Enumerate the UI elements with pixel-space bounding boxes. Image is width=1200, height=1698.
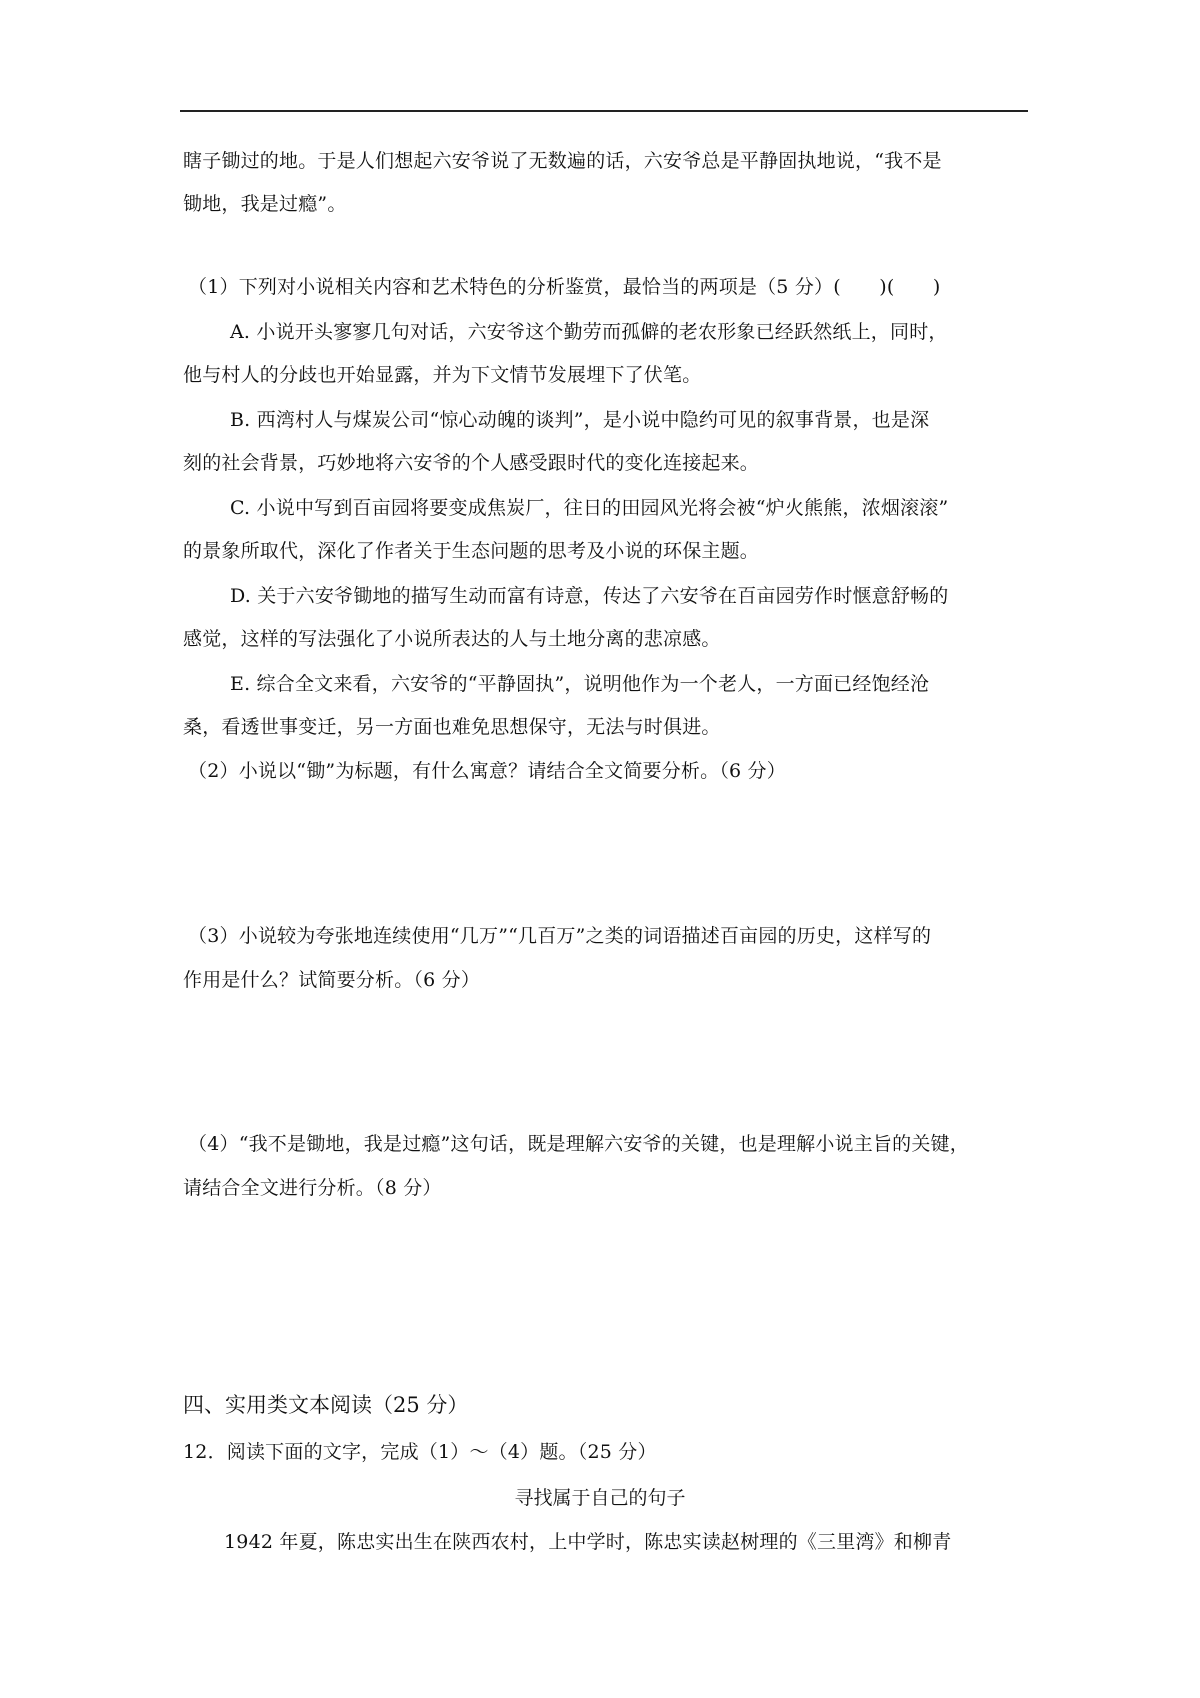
section-4-heading: 四、实用类文本阅读（25 分）	[183, 1393, 469, 1417]
passage-line-1: 瞎子锄过的地。于是人们想起六安爷说了无数遍的话，六安爷总是平静固执地说，“我不是	[183, 150, 942, 172]
question-3-line-2: 作用是什么？试简要分析。（6 分）	[183, 969, 481, 991]
question-4-line-1: （4）“我不是锄地，我是过瘾”这句话，既是理解六安爷的关键，也是理解小说主旨的关键，	[188, 1133, 969, 1155]
question-4-line-2: 请结合全文进行分析。（8 分）	[183, 1177, 442, 1199]
option-c-line-1: C. 小说中写到百亩园将要变成焦炭厂，往日的田园风光将会被“炉火熊熊，浓烟滚滚”	[230, 497, 949, 519]
option-d-line-1: D. 关于六安爷锄地的描写生动而富有诗意，传达了六安爷在百亩园劳作时惬意舒畅的	[230, 585, 949, 607]
article-first-line: 1942 年夏，陈忠实出生在陕西农村，上中学时，陈忠实读赵树理的《三里湾》和柳青	[224, 1531, 952, 1553]
question-3-line-1: （3）小说较为夸张地连续使用“几万”“几百万”之类的词语描述百亩园的历史，这样写的	[188, 925, 932, 947]
option-e-line-2: 桑，看透世事变迁，另一方面也难免思想保守，无法与时俱进。	[183, 716, 721, 738]
passage-line-2: 锄地，我是过瘾”。	[183, 193, 347, 215]
question-1-prompt: （1）下列对小说相关内容和艺术特色的分析鉴赏，最恰当的两项是（5 分）( )( )	[188, 276, 941, 298]
option-b-line-1: B. 西湾村人与煤炭公司“惊心动魄的谈判”，是小说中隐约可见的叙事背景，也是深	[230, 409, 930, 431]
option-b-line-2: 刻的社会背景，巧妙地将六安爷的个人感受跟时代的变化连接起来。	[183, 452, 760, 474]
option-d-line-2: 感觉，这样的写法强化了小说所表达的人与土地分离的悲凉感。	[183, 628, 721, 650]
option-a-line-2: 他与村人的分歧也开始显露，并为下文情节发展埋下了伏笔。	[183, 364, 702, 386]
option-a-line-1: A. 小说开头寥寥几句对话，六安爷这个勤劳而孤僻的老农形象已经跃然纸上，同时，	[230, 321, 948, 343]
option-e-line-1: E. 综合全文来看，六安爷的“平静固执”，说明他作为一个老人，一方面已经饱经沧	[230, 673, 930, 695]
question-12-prompt: 12．阅读下面的文字，完成（1）～（4）题。（25 分）	[183, 1441, 657, 1463]
header-rule	[180, 110, 1028, 112]
article-title: 寻找属于自己的句子	[514, 1487, 686, 1509]
question-2-prompt: （2）小说以“锄”为标题，有什么寓意？请结合全文简要分析。（6 分）	[188, 760, 786, 782]
option-c-line-2: 的景象所取代，深化了作者关于生态问题的思考及小说的环保主题。	[183, 540, 760, 562]
